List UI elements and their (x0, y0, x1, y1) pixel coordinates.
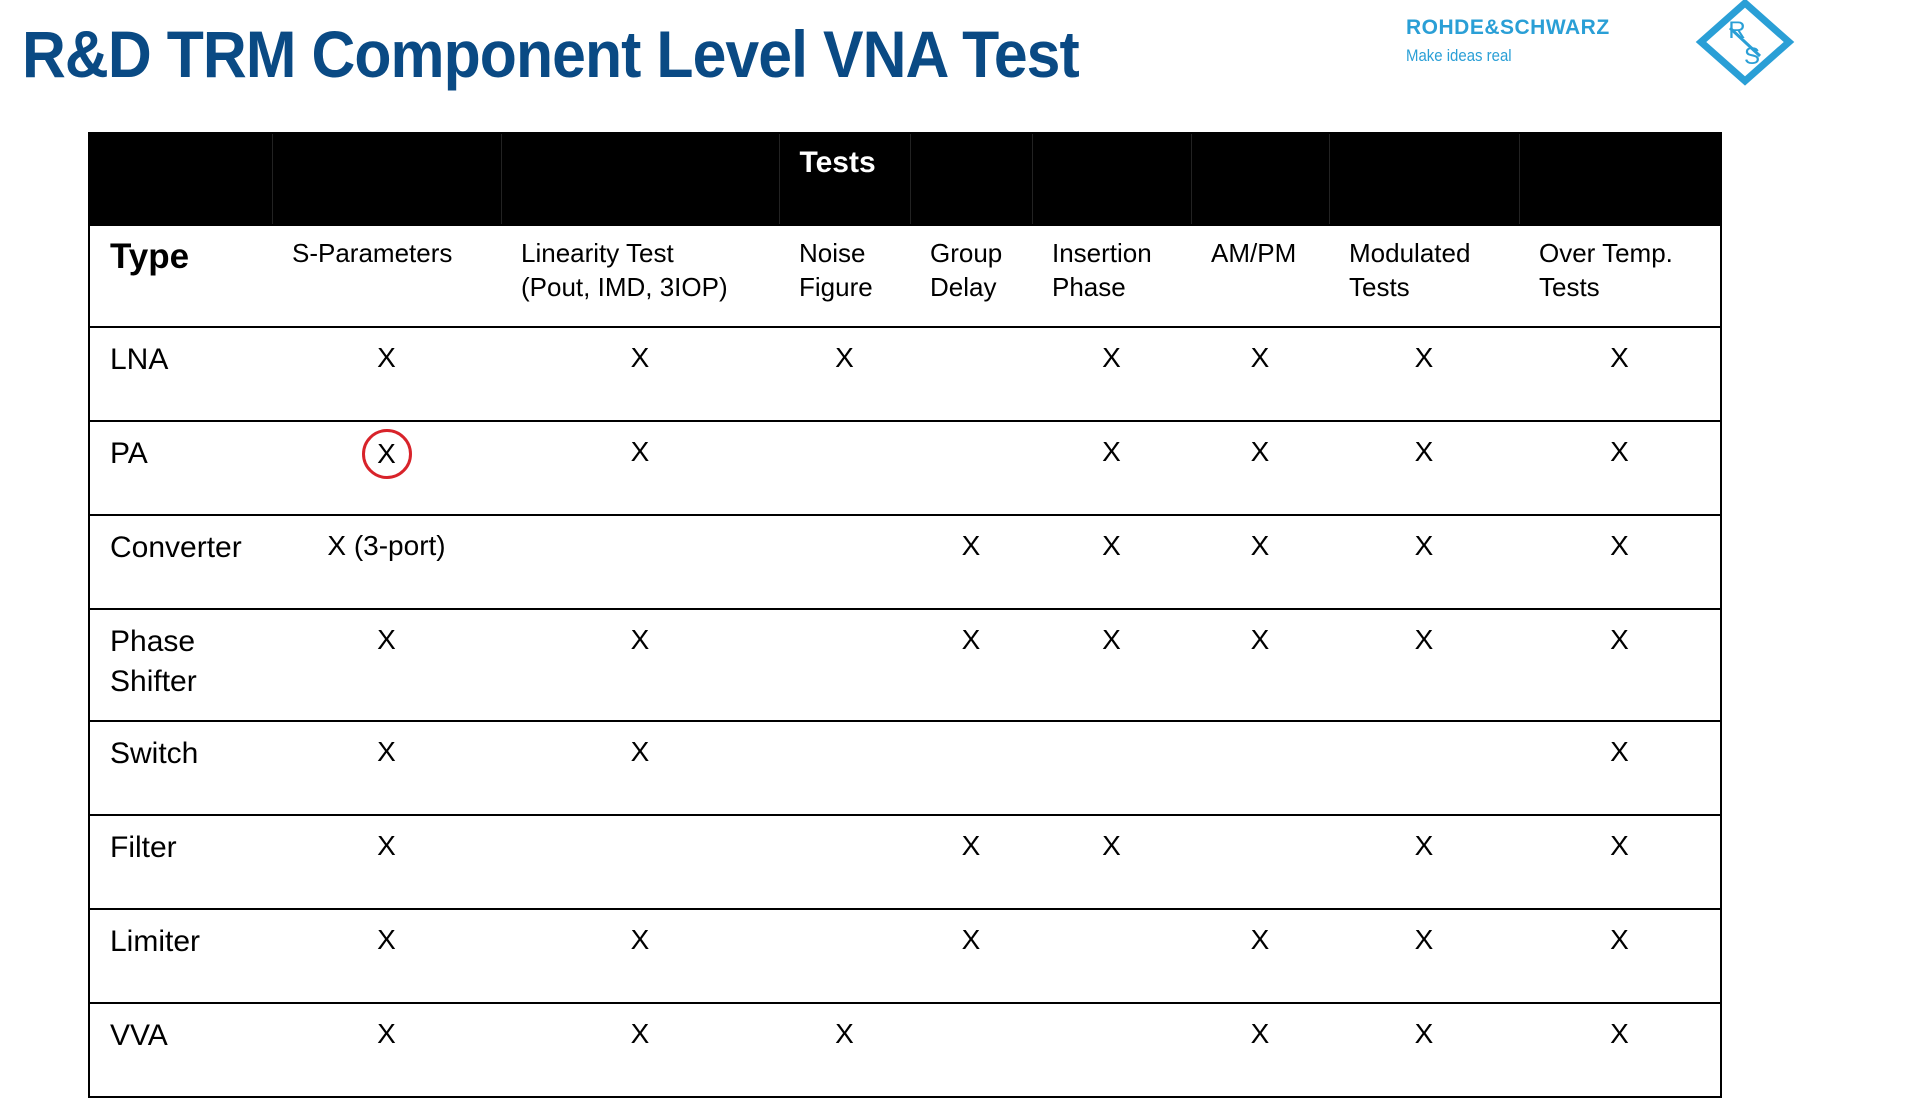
table-cell (1191, 815, 1329, 909)
table-cell: X (1519, 721, 1721, 815)
table-cell (1032, 909, 1191, 1003)
column-header-modulated-tests: Modulated Tests (1329, 225, 1519, 327)
table-cell (501, 515, 779, 609)
row-type-switch: Switch (89, 721, 272, 815)
table-cell: X (1329, 815, 1519, 909)
table-cell (779, 815, 910, 909)
logo-letter-s: S (1743, 43, 1761, 70)
column-header-s-parameters: S-Parameters (272, 225, 501, 327)
table-row (89, 721, 1721, 815)
table-cell: X (1032, 421, 1191, 515)
table-cell: X (1032, 815, 1191, 909)
table-banner-row (89, 133, 1721, 225)
table-cell: X (501, 1003, 779, 1097)
table-cell: X (1329, 515, 1519, 609)
table-cell (501, 815, 779, 909)
column-header-type: Type (89, 225, 272, 327)
table-row (89, 421, 1721, 515)
brand-block (1406, 16, 1610, 66)
table-cell: X (272, 1003, 501, 1097)
table-row (89, 515, 1721, 609)
column-header-linearity-test-pout-imd-3iop: Linearity Test (Pout, IMD, 3IOP) (501, 225, 779, 327)
table-cell: X (1032, 515, 1191, 609)
table-cell: X (1519, 421, 1721, 515)
brand-tagline: Make ideas real (1406, 46, 1512, 65)
table-cell: X (1032, 609, 1191, 721)
row-type-filter: Filter (89, 815, 272, 909)
table-cell (910, 421, 1032, 515)
table-cell: X (501, 421, 779, 515)
column-header-group-delay: Group Delay (910, 225, 1032, 327)
table-cell: X (910, 515, 1032, 609)
column-header-am-pm: AM/PM (1191, 225, 1329, 327)
table-header-row (89, 225, 1721, 327)
row-type-vva: VVA (89, 1003, 272, 1097)
table-body (89, 327, 1721, 1097)
table-cell: X (1519, 1003, 1721, 1097)
table-cell: X (1329, 327, 1519, 421)
table-cell (1032, 1003, 1191, 1097)
table-row (89, 327, 1721, 421)
table-cell: X (1329, 909, 1519, 1003)
table-cell: X (272, 609, 501, 721)
table-cell: X (1519, 515, 1721, 609)
table-cell: X (1329, 421, 1519, 515)
table-cell: X (1191, 421, 1329, 515)
page-title: R&D TRM Component Level VNA Test (22, 17, 1079, 91)
table-cell: X (3-port) (272, 515, 501, 609)
table-cell: X (501, 327, 779, 421)
tests-banner: Tests (779, 133, 910, 225)
table-cell: X (1519, 815, 1721, 909)
column-header-noise-figure: Noise Figure (779, 225, 910, 327)
row-type-converter: Converter (89, 515, 272, 609)
table-row (89, 909, 1721, 1003)
table-cell (910, 721, 1032, 815)
table-cell: X (910, 815, 1032, 909)
table-cell: X (779, 327, 910, 421)
brand-name: ROHDE&SCHWARZ (1406, 16, 1610, 39)
table-cell: X (1519, 327, 1721, 421)
table-row (89, 815, 1721, 909)
row-type-phase-shifter: Phase Shifter (89, 609, 272, 721)
table-cell (779, 721, 910, 815)
rohde-schwarz-logo-icon (1690, 0, 1800, 90)
table-cell (910, 1003, 1032, 1097)
highlight-circle: X (362, 429, 412, 479)
table-cell: X (910, 609, 1032, 721)
table-cell (1191, 721, 1329, 815)
table-cell (272, 421, 501, 515)
table-cell: X (501, 721, 779, 815)
table-cell (1032, 721, 1191, 815)
table-cell: X (1191, 909, 1329, 1003)
table-cell (779, 515, 910, 609)
table-cell: X (501, 609, 779, 721)
table-cell (779, 909, 910, 1003)
table-cell: X (1329, 609, 1519, 721)
table-cell: X (1191, 327, 1329, 421)
table-cell: X (1191, 515, 1329, 609)
column-header-over-temp-tests: Over Temp. Tests (1519, 225, 1721, 327)
table-cell: X (272, 327, 501, 421)
table-cell: X (272, 909, 501, 1003)
table-cell: X (1329, 1003, 1519, 1097)
vna-tests-table (88, 132, 1722, 1098)
table-cell (1329, 721, 1519, 815)
table-cell: X (1519, 909, 1721, 1003)
column-header-insertion-phase: Insertion Phase (1032, 225, 1191, 327)
table-row (89, 609, 1721, 721)
table-cell (779, 421, 910, 515)
table-cell: X (1191, 609, 1329, 721)
table-cell: X (272, 721, 501, 815)
table-cell: X (1191, 1003, 1329, 1097)
row-type-limiter: Limiter (89, 909, 272, 1003)
table-cell (910, 327, 1032, 421)
table-cell: X (910, 909, 1032, 1003)
table-cell: X (1519, 609, 1721, 721)
logo-letter-r: R (1728, 17, 1746, 44)
table-cell: X (272, 815, 501, 909)
table-cell: X (501, 909, 779, 1003)
table-cell (779, 609, 910, 721)
table-cell: X (779, 1003, 910, 1097)
table-cell: X (1032, 327, 1191, 421)
table-row (89, 1003, 1721, 1097)
row-type-lna: LNA (89, 327, 272, 421)
row-type-pa: PA (89, 421, 272, 515)
